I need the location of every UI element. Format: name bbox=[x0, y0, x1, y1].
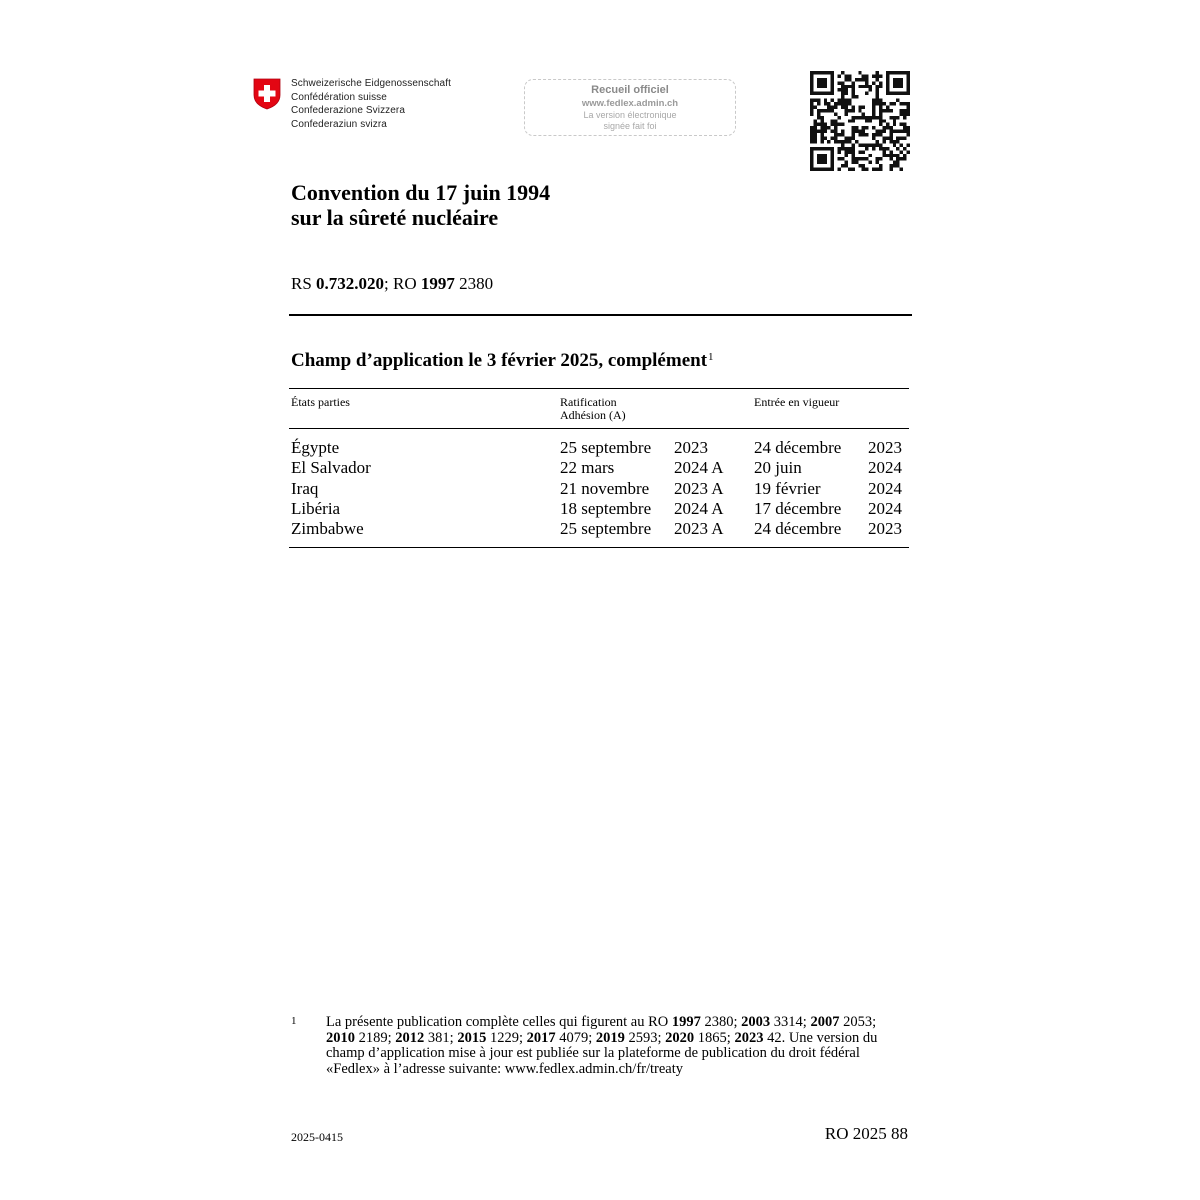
table-top-rule bbox=[289, 388, 909, 389]
section-divider bbox=[289, 314, 912, 316]
footnote-segment: 2189; bbox=[355, 1029, 396, 1046]
col-header-ratification-line2: Adhésion (A) bbox=[560, 408, 626, 422]
conf-name-fr: Confédération suisse bbox=[291, 91, 387, 103]
cell-entry-year: 2023 bbox=[868, 519, 902, 539]
footnote-ro-year: 2019 bbox=[595, 1029, 625, 1046]
cell-ratification-year: 2024 A bbox=[674, 458, 724, 478]
footnote-ro-year: 2010 bbox=[326, 1029, 355, 1046]
footnote-ref: 1 bbox=[708, 351, 714, 363]
cell-entry-year: 2024 bbox=[868, 498, 902, 518]
document-title bbox=[291, 180, 550, 230]
cell-ratification-date: 25 septembre bbox=[560, 519, 652, 539]
footnote-ro-year: 1997 bbox=[671, 1014, 701, 1030]
cell-state: Zimbabwe bbox=[291, 519, 364, 539]
cell-entry-date: 19 février bbox=[754, 478, 821, 498]
footnote-text bbox=[326, 1015, 906, 1077]
footnote-segment: 1865; bbox=[694, 1029, 735, 1046]
cell-entry-date: 17 décembre bbox=[754, 498, 842, 518]
footnote-segment: 2593; bbox=[624, 1029, 666, 1046]
rs-reference bbox=[291, 274, 493, 294]
footnote-segment: 1229; bbox=[486, 1029, 527, 1046]
cell-entry-year: 2023 bbox=[868, 438, 902, 457]
cell-state: Égypte bbox=[291, 438, 340, 457]
footnote-ro-year: 2003 bbox=[741, 1014, 771, 1030]
stamp-line1: La version électronique bbox=[583, 110, 677, 120]
ro-page: 2380 bbox=[454, 274, 494, 293]
col-header-states: États parties bbox=[291, 395, 350, 409]
qr-code-icon bbox=[810, 71, 910, 171]
stamp-title: Recueil officiel bbox=[591, 84, 669, 96]
scope-heading-text: Champ d’application le 3 février 2025, complément bbox=[291, 350, 708, 371]
cell-ratification-date: 22 mars bbox=[560, 458, 615, 478]
table-header-rule bbox=[289, 428, 909, 429]
cell-ratification-year: 2024 A bbox=[674, 498, 724, 518]
cell-ratification-date: 21 novembre bbox=[560, 478, 650, 498]
cell-state: Iraq bbox=[291, 478, 319, 498]
cell-ratification-year: 2023 bbox=[674, 438, 708, 457]
cell-ratification-year: 2023 A bbox=[674, 478, 724, 498]
col-header-ratification-line1: Ratification bbox=[560, 395, 617, 409]
official-stamp bbox=[524, 79, 736, 136]
cell-ratification-date: 18 septembre bbox=[560, 498, 652, 518]
cell-entry-year: 2024 bbox=[868, 478, 902, 498]
footnote-ro-year: 2023 bbox=[734, 1029, 764, 1046]
title-line-1: Convention du 17 juin 1994 bbox=[291, 180, 551, 205]
cell-state: Libéria bbox=[291, 498, 341, 518]
cell-entry-date: 24 décembre bbox=[754, 438, 842, 457]
swiss-cross-icon bbox=[253, 78, 281, 110]
footnote-ro-year: 2017 bbox=[526, 1029, 556, 1046]
cell-entry-date: 20 juin bbox=[754, 458, 802, 478]
footnote-segment: 4079; bbox=[555, 1029, 596, 1046]
footnote-ro-year: 2012 bbox=[395, 1029, 425, 1046]
ro-year: 1997 bbox=[420, 274, 455, 293]
footnote-segment: 42. Une version du champ d’application mise à jour est publiée sur la plateforme de publication du droit fédéral «Fedlex» à l’adresse suivante: www.fedlex.admin.ch/fr/treaty bbox=[326, 1029, 878, 1077]
footnote-segment: La présente publication complète celles qui figurent au RO bbox=[326, 1014, 672, 1030]
footnote-segment: 3314; bbox=[770, 1014, 811, 1030]
cell-ratification-date: 25 septembre bbox=[560, 438, 652, 457]
footnote-segment: 2053; bbox=[839, 1014, 877, 1030]
footnote-ro-year: 2007 bbox=[810, 1014, 840, 1030]
col-header-entry: Entrée en vigueur bbox=[754, 395, 840, 409]
footnote-segment: 381; bbox=[424, 1029, 458, 1046]
confederation-names bbox=[291, 77, 451, 131]
footnote-ro-year: 2020 bbox=[665, 1029, 695, 1046]
footnote-ro-year: 2015 bbox=[457, 1029, 487, 1046]
conf-name-de: Schweizerische Eidgenossenschaft bbox=[291, 78, 451, 89]
conf-name-it: Confederazione Svizzera bbox=[291, 105, 406, 116]
ro-page-reference: RO 2025 88 bbox=[824, 1124, 908, 1143]
cell-entry-year: 2024 bbox=[868, 458, 902, 478]
ro-separator: ; RO bbox=[384, 274, 421, 293]
cell-entry-date: 24 décembre bbox=[754, 519, 842, 539]
conf-name-rm: Confederaziun svizra bbox=[291, 118, 387, 130]
stamp-url: www.fedlex.admin.ch bbox=[581, 98, 679, 109]
footnote-segment: 2380; bbox=[700, 1014, 742, 1030]
col-header-ratification bbox=[560, 396, 626, 422]
rs-number: 0.732.020 bbox=[316, 274, 385, 293]
stamp-line2: signée fait foi bbox=[603, 121, 657, 131]
scope-heading bbox=[291, 350, 714, 372]
title-line-2: sur la sûreté nucléaire bbox=[291, 205, 499, 230]
table-bottom-rule bbox=[289, 547, 909, 548]
cell-state: El Salvador bbox=[291, 458, 371, 478]
rs-prefix: RS bbox=[291, 274, 317, 293]
footnote-number: 1 bbox=[291, 1015, 297, 1027]
cell-ratification-year: 2023 A bbox=[674, 519, 724, 539]
document-number: 2025-0415 bbox=[291, 1130, 343, 1144]
